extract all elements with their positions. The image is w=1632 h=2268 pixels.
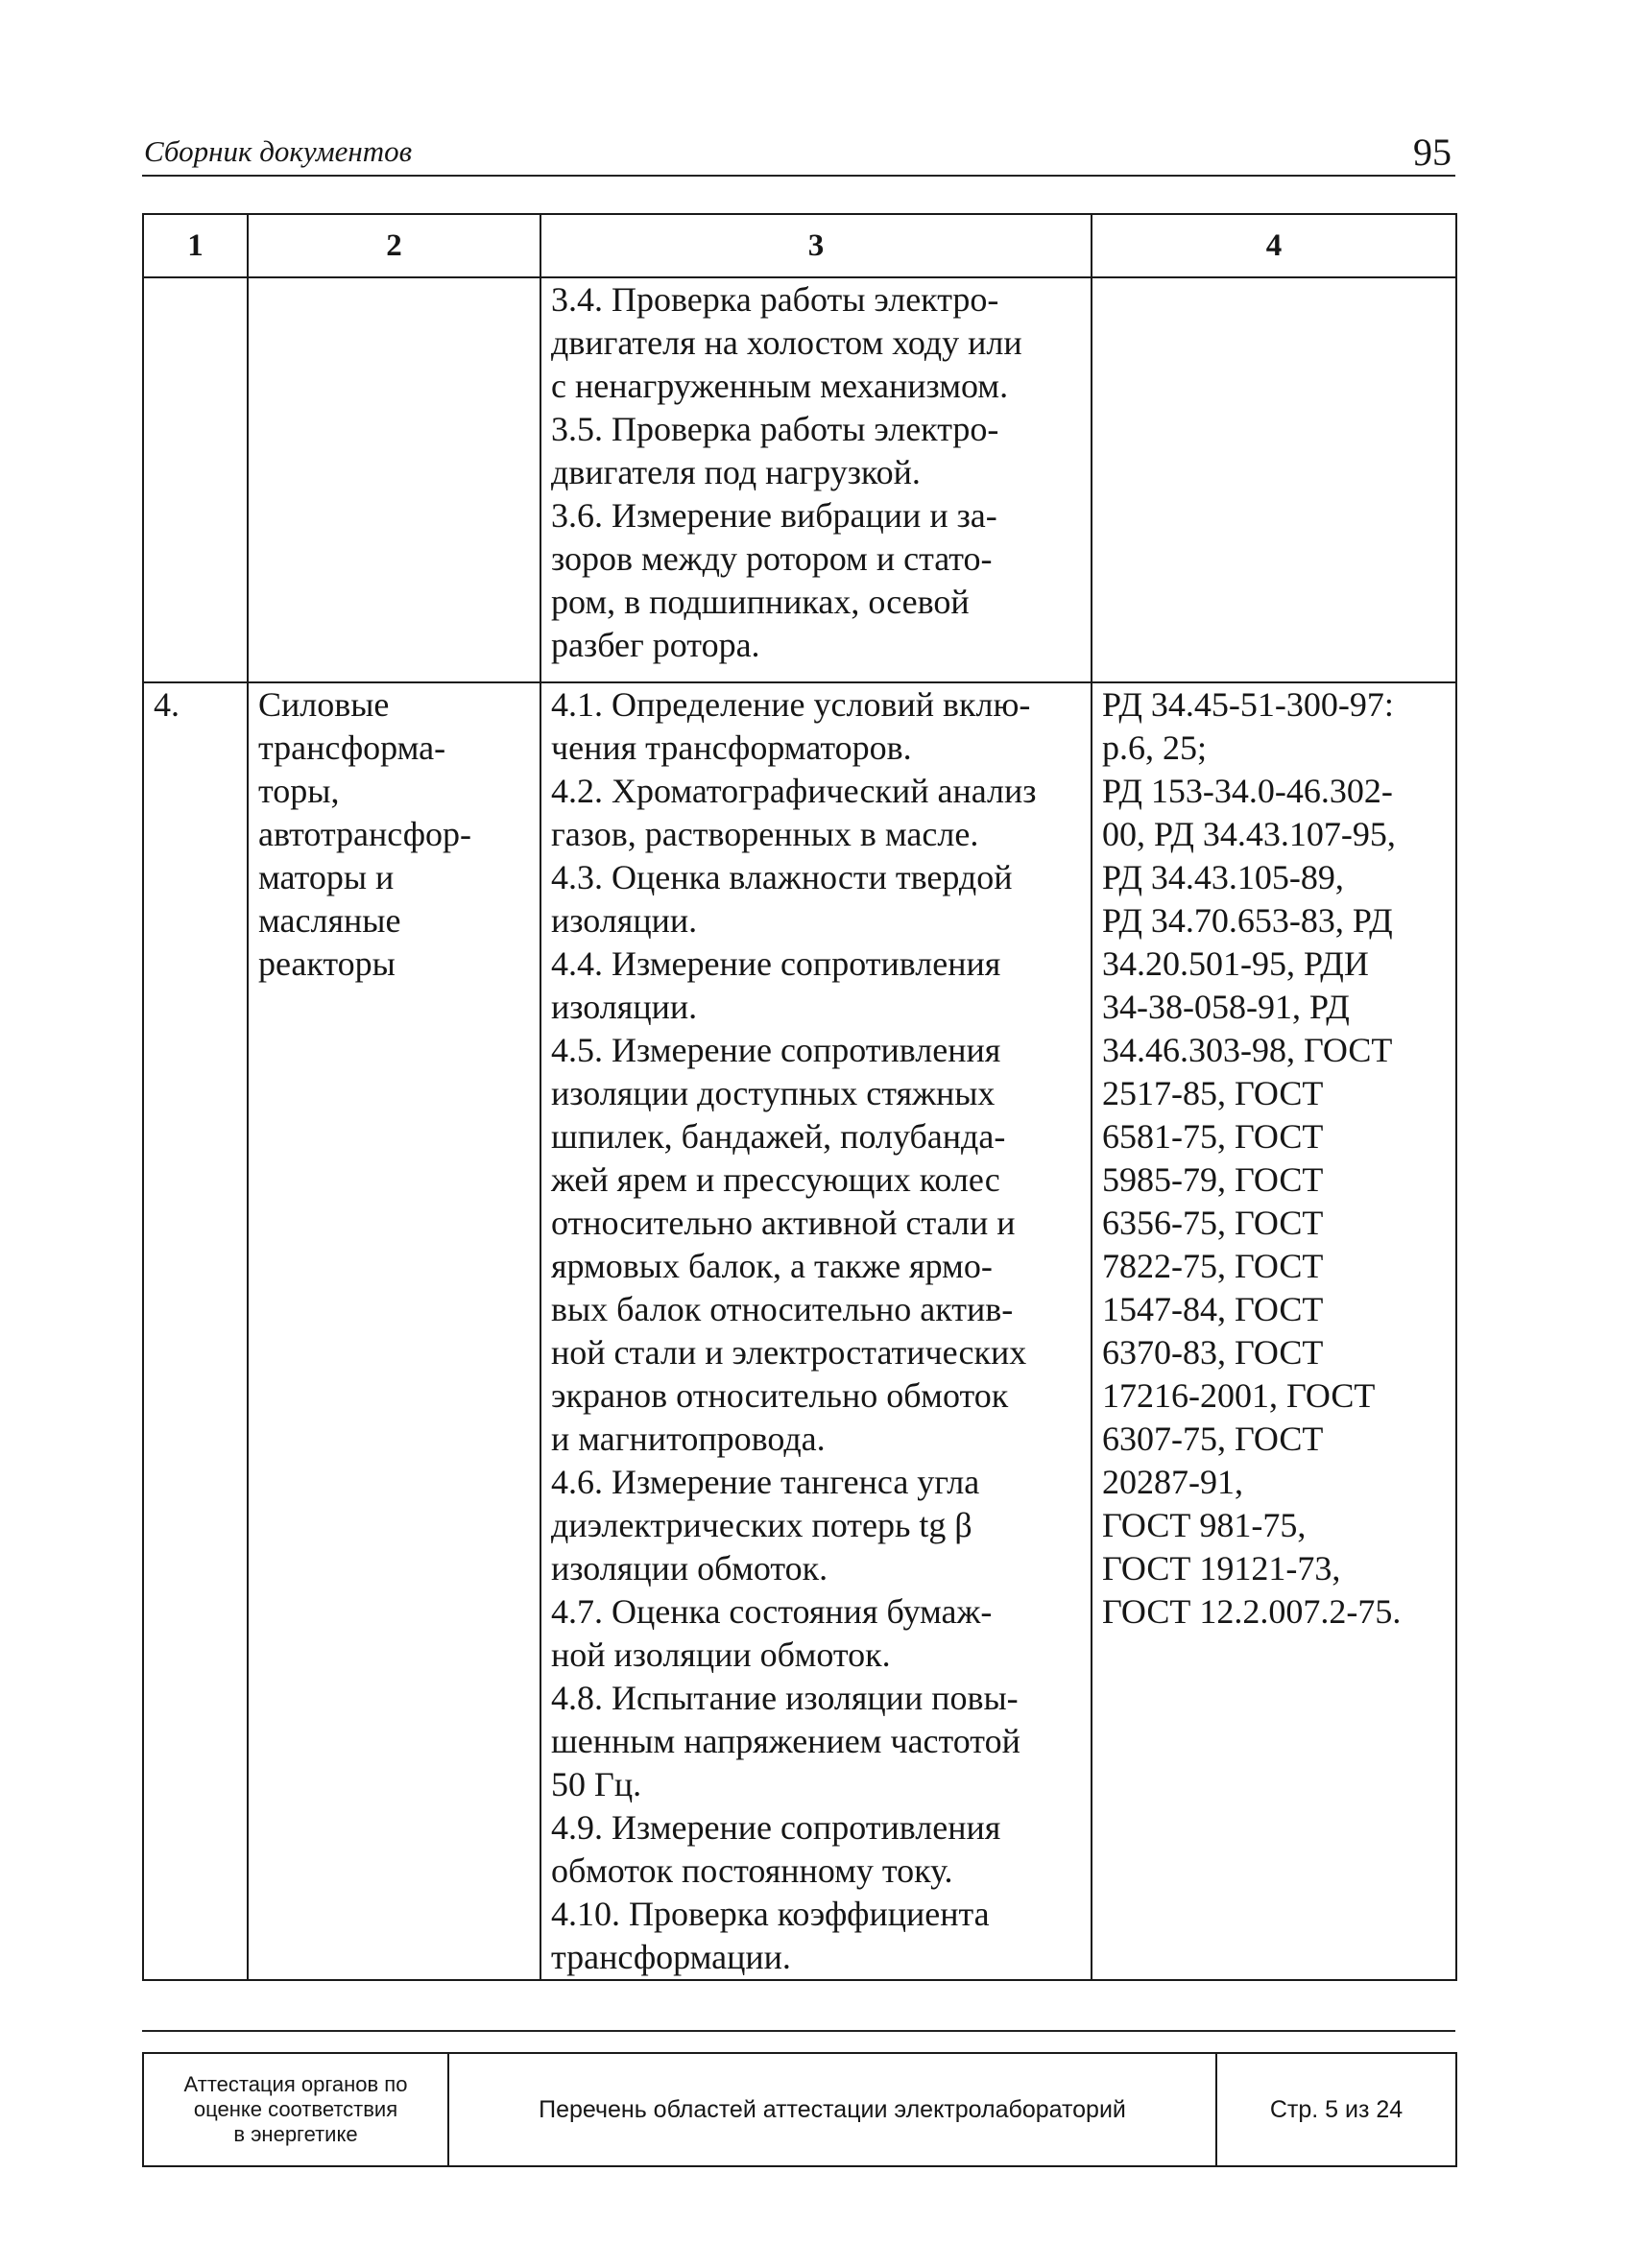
text-line: обмоток постоянному току. [551,1851,953,1890]
text-line: ГОСТ 981-75, [1102,1506,1307,1544]
text-line: 6307-75, ГОСТ [1102,1420,1324,1458]
text-line: 6356-75, ГОСТ [1102,1204,1324,1242]
normative-docs-cell [1092,682,1456,1980]
text-line: чения трансформаторов. [551,728,912,767]
object-cell [248,682,540,1980]
text-line: маторы и [258,858,395,896]
document-footer [142,2052,1457,2167]
page-number: 95 [1413,131,1452,174]
attestation-table [142,213,1457,1981]
text-line: газов, растворенных в масле. [551,815,979,853]
column-header-4: 4 [1092,214,1456,277]
text-line: РД 34.70.653-83, РД [1102,901,1393,940]
text-line: 4.1. Определение условий вклю- [551,685,1031,724]
text-line: 5985-79, ГОСТ [1102,1160,1324,1199]
running-header [142,127,1455,177]
normative-docs-cell [1092,277,1456,682]
text-line: 6581-75, ГОСТ [1102,1117,1324,1156]
text-line: оценке соответствия [193,2097,398,2121]
text-line: Аттестация органов по [183,2072,408,2096]
text-line: 4.9. Измерение сопротивления [551,1808,1001,1847]
text-line: ярмовых балок, а также ярмо- [551,1247,993,1285]
text-line: 4.3. Оценка влажности твердой [551,858,1013,896]
text-line: 4.5. Измерение сопротивления [551,1031,1001,1069]
text-line: ной стали и электростатических [551,1333,1027,1372]
text-line: 34-38-058-91, РД [1102,988,1350,1026]
text-line: р.6, 25; [1102,728,1208,767]
text-line: изоляции. [551,988,698,1026]
text-line: РД 34.45-51-300-97: [1102,685,1394,724]
table-header-row [143,214,1456,277]
text-line: 00, РД 34.43.107-95, [1102,815,1396,853]
text-line: с ненагруженным механизмом. [551,367,1009,405]
text-line: разбег ротора. [551,626,760,664]
text-line: ГОСТ 12.2.007.2-75. [1102,1592,1402,1631]
text-line: и магнитопровода. [551,1420,826,1458]
footer-document-title: Перечень областей аттестации электролабораторий [448,2053,1216,2166]
column-header-1: 1 [143,214,248,277]
text-line: изоляции доступных стяжных [551,1074,996,1112]
text-line: в энергетике [233,2122,358,2146]
text-line: экранов относительно обмоток [551,1376,1009,1415]
text-line: шпилек, бандажей, полубанда- [551,1117,1006,1156]
text-line: Силовые [258,685,390,724]
column-header-2: 2 [248,214,540,277]
text-line: РД 34.43.105-89, [1102,858,1344,896]
text-line: 3.6. Измерение вибрации и за- [551,496,997,535]
row-number [143,277,248,682]
text-line: ной изоляции обмоток. [551,1635,891,1674]
text-line: зоров между ротором и стато- [551,539,993,578]
text-line: 4.8. Испытание изоляции повы- [551,1679,1019,1717]
text-line: ГОСТ 19121-73, [1102,1549,1341,1588]
text-line: трансформации. [551,1938,791,1976]
text-line: 50 Гц. [551,1765,642,1803]
text-line: 6370-83, ГОСТ [1102,1333,1324,1372]
text-line: 4.4. Измерение сопротивления [551,944,1001,983]
text-line: 4.7. Оценка состояния бумаж- [551,1592,993,1631]
footer-row [143,2053,1456,2166]
table-row [143,682,1456,1980]
footer-organization [143,2053,448,2166]
row-number: 4. [143,682,248,1980]
text-line: реакторы [258,944,396,983]
text-line: двигателя на холостом ходу или [551,323,1022,362]
text-line: 7822-75, ГОСТ [1102,1247,1324,1285]
text-line: вых балок относительно актив- [551,1290,1014,1328]
checks-cell [540,682,1092,1980]
text-line: РД 153-34.0-46.302- [1102,772,1393,810]
text-line: 4.10. Проверка коэффициента [551,1895,990,1933]
checks-cell [540,277,1092,682]
text-line: 20287-91, [1102,1463,1243,1501]
table-row [143,277,1456,682]
text-line: торы, [258,772,340,810]
text-line: трансформа- [258,728,446,767]
text-line: 34.20.501-95, РДИ [1102,944,1369,983]
text-line: 2517-85, ГОСТ [1102,1074,1324,1112]
text-line: 3.4. Проверка работы электро- [551,280,999,319]
footer-separator [142,2030,1455,2032]
header-title: Сборник документов [144,134,413,168]
text-line: 1547-84, ГОСТ [1102,1290,1324,1328]
text-line: шенным напряжением частотой [551,1722,1020,1760]
text-line: двигателя под нагрузкой. [551,453,921,491]
text-line: диэлектрических потерь tg β [551,1506,972,1544]
text-line: автотрансфор- [258,815,472,853]
text-line: 4.6. Измерение тангенса угла [551,1463,980,1501]
text-line: масляные [258,901,401,940]
text-line: 3.5. Проверка работы электро- [551,410,999,448]
text-line: относительно активной стали и [551,1204,1016,1242]
text-line: 34.46.303-98, ГОСТ [1102,1031,1393,1069]
text-line: жей ярем и прессующих колес [551,1160,1000,1199]
text-line: 4.2. Хроматографический анализ [551,772,1037,810]
column-header-3: 3 [540,214,1092,277]
text-line: ром, в подшипниках, осевой [551,583,970,621]
text-line: 17216-2001, ГОСТ [1102,1376,1376,1415]
object-cell [248,277,540,682]
text-line: изоляции. [551,901,698,940]
text-line: изоляции обмоток. [551,1549,828,1588]
footer-page-counter: Стр. 5 из 24 [1216,2053,1456,2166]
